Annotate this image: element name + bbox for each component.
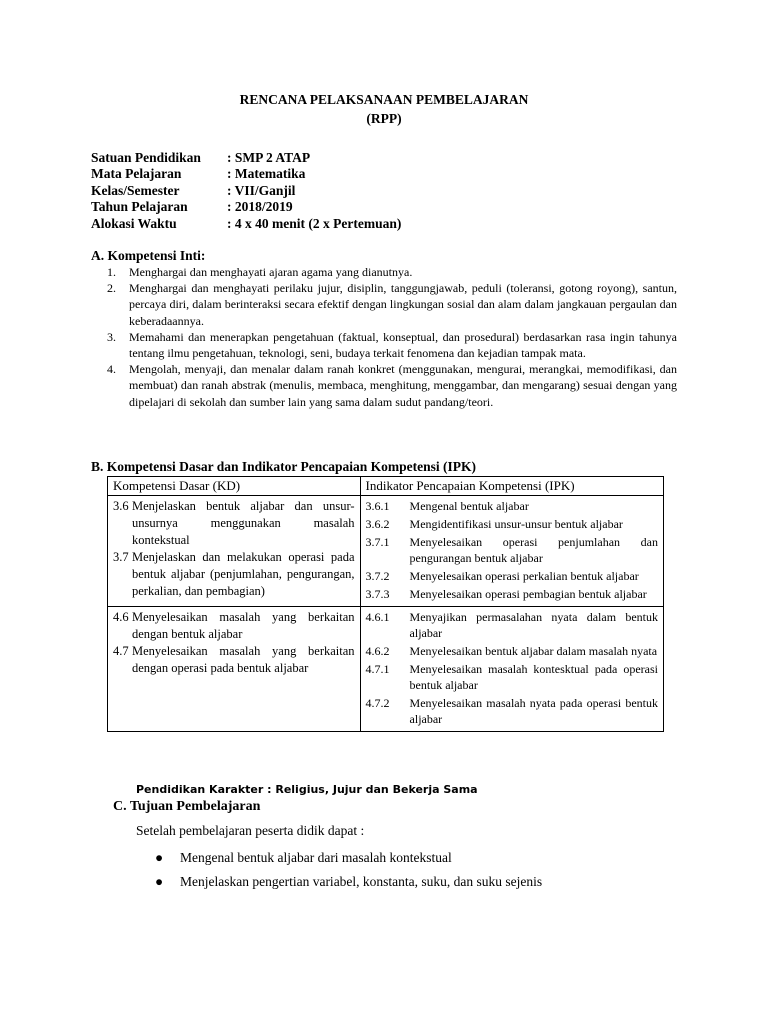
ipk-text: Menyajikan permasalahan nyata dalam bentuk aljabar xyxy=(409,610,658,640)
bullet-text: Mengenal bentuk aljabar dari masalah kontekstual xyxy=(180,850,452,865)
identity-label: Alokasi Waktu xyxy=(91,215,177,231)
identity-label: Kelas/Semester xyxy=(91,182,180,198)
list-number: 1. xyxy=(107,265,116,279)
kd-code: 4.6 xyxy=(113,610,129,624)
list-item xyxy=(107,329,677,361)
identity-label: Mata Pelajaran xyxy=(91,166,182,182)
identity-value: : VII/Ganjil xyxy=(227,182,296,198)
tujuan-list xyxy=(155,846,542,894)
list-number: 3. xyxy=(107,329,116,344)
identity-row xyxy=(91,183,401,199)
kd-text: Menyelesaikan masalah yang berkaitan dengan operasi pada bentuk aljabar xyxy=(132,644,355,675)
ipk-text: Menyelesaikan operasi penjumlahan dan pengurangan bentuk aljabar xyxy=(409,535,658,565)
kd-cell xyxy=(108,607,361,732)
list-item xyxy=(107,361,677,410)
ipk-entry xyxy=(366,609,658,641)
kd-code: 3.6 xyxy=(113,499,129,513)
identity-label: Satuan Pendidikan xyxy=(91,150,201,165)
list-text: Mengolah, menyaji, dan menalar dalam ranah konkret (menggunakan, mengurai, merangkai, memodifikasi, dan membuat) dan ranah abstrak (menulis, membaca, menghitung, menggambar, dan mengarang) sesuai dengan yang dipelajari di sekolah dan sumber lain yang sama dalam sudut pandang/teori. xyxy=(129,362,677,409)
document-title: RENCANA PELAKSANAAN PEMBELAJARAN xyxy=(239,92,529,107)
ipk-cell xyxy=(360,496,663,607)
kd-entry xyxy=(113,498,355,549)
ipk-entry xyxy=(366,695,658,727)
ipk-cell xyxy=(360,607,663,732)
column-header-ipk: Indikator Pencapaian Kompetensi (IPK) xyxy=(360,477,663,496)
kd-code: 3.7 xyxy=(113,550,129,564)
identity-label: Tahun Pelajaran xyxy=(91,199,188,215)
identity-value: : Matematika xyxy=(227,166,306,182)
list-item xyxy=(107,280,677,329)
ipk-code: 3.7.3 xyxy=(365,587,390,601)
ipk-text: Menyelesaikan masalah kontesktual pada operasi bentuk aljabar xyxy=(409,662,658,692)
column-header-kd: Kompetensi Dasar (KD) xyxy=(108,477,361,496)
ipk-code: 3.6.1 xyxy=(365,499,390,513)
list-item xyxy=(155,846,542,870)
ipk-code: 4.7.1 xyxy=(365,662,390,676)
kompetensi-inti-list xyxy=(107,264,677,410)
ipk-entry xyxy=(366,586,658,602)
section-b-heading: B. Kompetensi Dasar dan Indikator Pencapaian Kompetensi (IPK) xyxy=(91,459,477,474)
ipk-entry xyxy=(366,568,658,584)
section-a-heading: A. Kompetensi Inti: xyxy=(91,248,206,263)
list-number: 2. xyxy=(107,281,116,296)
kd-cell xyxy=(108,496,361,607)
ipk-text: Menyelesaikan bentuk aljabar dalam masalah nyata xyxy=(409,644,658,658)
pendidikan-karakter-note: Pendidikan Karakter : Religius, Jujur dan Bekerja Sama xyxy=(136,783,478,796)
kd-entry xyxy=(113,549,355,600)
table-header-row xyxy=(108,477,664,496)
ipk-entry xyxy=(366,516,658,532)
identity-row xyxy=(91,199,401,215)
kd-ipk-table xyxy=(107,476,664,732)
list-item xyxy=(155,870,542,894)
ipk-text: Mengidentifikasi unsur-unsur bentuk aljabar xyxy=(409,517,623,531)
bullet-text: Menjelaskan pengertian variabel, konstanta, suku, dan suku sejenis xyxy=(180,874,543,889)
identity-value: : SMP 2 ATAP xyxy=(227,150,311,165)
ipk-text: Menyelesaikan operasi perkalian bentuk aljabar xyxy=(409,569,639,583)
list-text: Menghargai dan menghayati ajaran agama yang dianutnya. xyxy=(129,265,413,279)
list-number: 4. xyxy=(107,362,116,377)
ipk-code: 3.7.1 xyxy=(365,535,390,549)
section-c-intro: Setelah pembelajaran peserta didik dapat : xyxy=(136,823,365,838)
kd-entry xyxy=(113,643,355,677)
identity-value: : 4 x 40 menit (2 x Pertemuan) xyxy=(227,215,402,231)
list-text: Memahami dan menerapkan pengetahuan (faktual, konseptual, dan prosedural) berdasarkan rasa ingin tahunya tentang ilmu pengetahuan, teknologi, seni, budaya terkait fenomena dan kejadian tampak mata. xyxy=(129,329,677,361)
kd-text: Menjelaskan bentuk aljabar dan unsur-unsurnya menggunakan masalah kontekstual xyxy=(132,499,355,547)
ipk-code: 4.6.2 xyxy=(365,644,390,658)
identity-row xyxy=(91,166,401,182)
ipk-entry xyxy=(366,534,658,566)
kd-text: Menjelaskan dan melakukan operasi pada bentuk aljabar (penjumlahan, pengurangan, perkalian, dan pembagian) xyxy=(132,550,355,598)
identity-row xyxy=(91,150,401,166)
ipk-code: 4.7.2 xyxy=(365,696,390,710)
ipk-code: 4.6.1 xyxy=(365,610,390,624)
ipk-entry xyxy=(366,498,658,514)
identity-row xyxy=(91,216,401,232)
ipk-entry xyxy=(366,661,658,693)
list-text: Menghargai dan menghayati perilaku jujur, disiplin, tanggungjawab, peduli (toleransi, gotong royong), santun, percaya diri, dalam berinteraksi secara efektif dengan lingkungan sosial dan alam dalam jangkauan pergaulan dan keberadaannya. xyxy=(129,281,677,328)
table-row xyxy=(108,496,664,607)
ipk-text: Menyelesaikan operasi pembagian bentuk aljabar xyxy=(409,587,647,601)
kd-entry xyxy=(113,609,355,643)
kd-text: Menyelesaikan masalah yang berkaitan dengan bentuk aljabar xyxy=(132,610,355,641)
table-row xyxy=(108,607,664,732)
identity-value: : 2018/2019 xyxy=(227,199,293,215)
list-item xyxy=(107,264,677,280)
bullet-icon: ● xyxy=(155,850,164,865)
ipk-entry xyxy=(366,643,658,659)
bullet-icon: ● xyxy=(155,874,164,889)
kd-code: 4.7 xyxy=(113,644,129,658)
ipk-text: Mengenal bentuk aljabar xyxy=(409,499,529,513)
section-c-heading: C. Tujuan Pembelajaran xyxy=(113,799,261,814)
ipk-text: Menyelesaikan masalah nyata pada operasi bentuk aljabar xyxy=(409,696,658,726)
ipk-code: 3.7.2 xyxy=(365,569,390,583)
ipk-code: 3.6.2 xyxy=(365,517,390,531)
document-subtitle: (RPP) xyxy=(366,111,402,126)
identity-block xyxy=(91,150,401,232)
